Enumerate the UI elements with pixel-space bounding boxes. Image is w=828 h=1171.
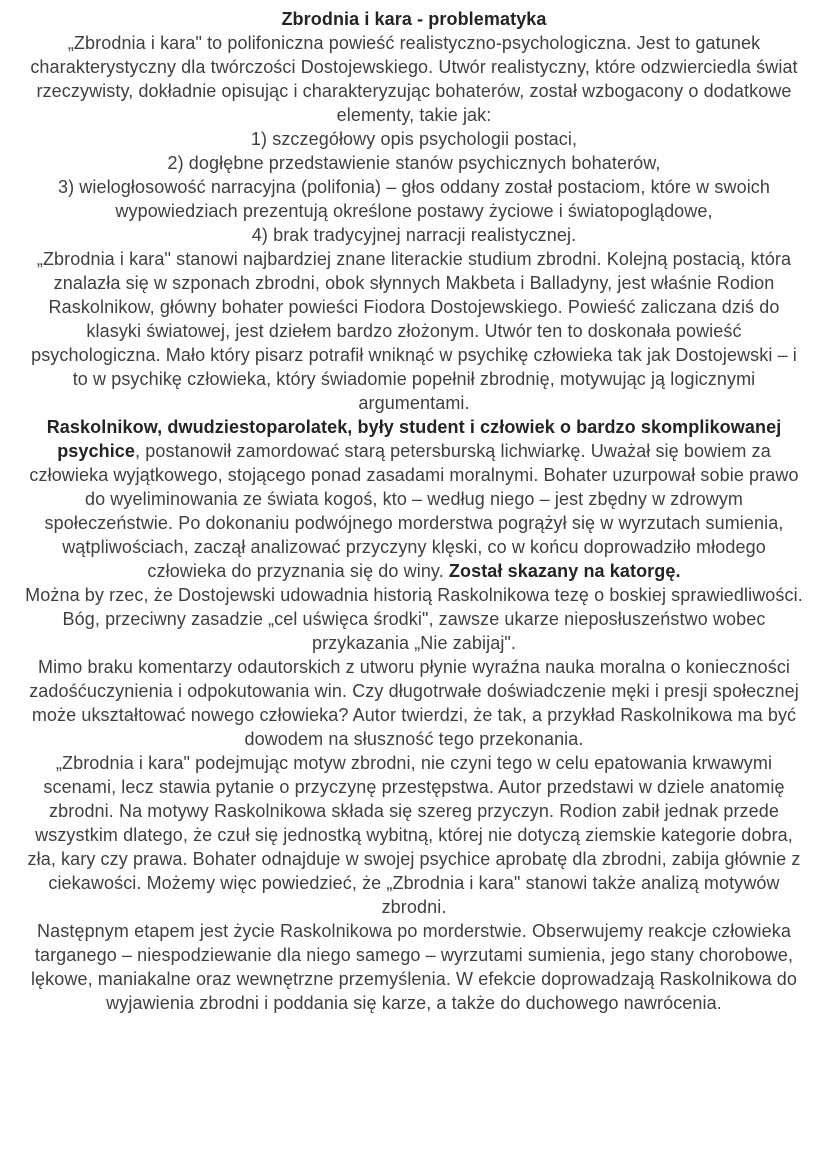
document-body	[22, 31, 806, 1015]
paragraph	[22, 655, 806, 751]
paragraph	[22, 127, 806, 151]
text-run: „Zbrodnia i kara" podejmując motyw zbrodni, nie czyni tego w celu epatowania krwawymi scenami, lecz stawia pytanie o przyczynę przestępstwa. Autor przedstawi w dziele anatomię zbrodni. Na motywy Raskolnikowa składa się szereg przyczyn. Rodion zabił jednak przede wszystkim dlatego, że czuł się jednostką wybitną, której nie dotyczą ziemskie kategorie dobra, zła, kary czy prawa. Bohater odnajduje w swojej psychice aprobatę dla zbrodni, zabija głównie z ciekawości. Możemy więc powiedzieć, że „Zbrodnia i kara" stanowi także analizą motywów zbrodni.	[27, 753, 801, 917]
paragraph	[22, 175, 806, 223]
text-run: 1) szczegółowy opis psychologii postaci,	[250, 129, 578, 149]
text-run: Można by rzec, że Dostojewski udowadnia historią Raskolnikowa tezę o boskiej sprawiedliwości. Bóg, przeciwny zasadzie „cel uświęca środki", zawsze ukarze nieposłuszeństwo wobec przykazania „Nie zabijaj".	[25, 585, 803, 653]
paragraph	[22, 151, 806, 175]
text-run: „Zbrodnia i kara" to polifoniczna powieść realistyczno-psychologiczna. Jest to gatunek charakterystyczny dla twórczości Dostojewskiego. Utwór realistyczny, które odzwierciedla świat rzeczywisty, dokładnie opisując i charakteryzując bohaterów, został wzbogacony o dodatkowe elementy, takie jak:	[30, 33, 798, 125]
text-run: 2) dogłębne przedstawienie stanów psychicznych bohaterów,	[167, 153, 661, 173]
text-run: 3) wielogłosowość narracyjna (polifonia) – głos oddany został postaciom, które w swoich wypowiedziach prezentują określone postawy życiowe i światopoglądowe,	[57, 177, 771, 221]
paragraph	[22, 223, 806, 247]
paragraph	[22, 31, 806, 127]
paragraph	[22, 583, 806, 655]
paragraph	[22, 415, 806, 583]
text-run: Mimo braku komentarzy odautorskich z utworu płynie wyraźna nauka moralna o konieczności zadośćuczynienia i odpokutowania win. Czy długotrwałe doświadczenie męki i presji społecznej może ukształtować nowego człowieka? Autor twierdzi, że tak, a przykład Raskolnikowa ma być dowodem na słuszność tego przekonania.	[29, 657, 799, 749]
paragraph	[22, 247, 806, 415]
paragraph	[22, 919, 806, 1015]
text-run: 4) brak tradycyjnej narracji realistycznej.	[251, 225, 577, 245]
page-title: Zbrodnia i kara - problematyka	[281, 9, 547, 29]
paragraph	[22, 751, 806, 919]
bold-text-run: Raskolnikow, dwudziestoparolatek, były student i człowiek o bardzo skomplikowanej psychice	[46, 417, 782, 461]
text-run: „Zbrodnia i kara" stanowi najbardziej znane literackie studium zbrodni. Kolejną postacią, która znalazła się w szponach zbrodni, obok słynnych Makbeta i Balladyny, jest właśnie Rodion Raskolnikow, główny bohater powieści Fiodora Dostojewskiego. Powieść zaliczana dziś do klasyki światowej, jest dziełem bardzo złożonym. Utwór ten to doskonała powieść psychologiczna. Mało który pisarz potrafił wniknąć w psychikę człowieka tak jak Dostojewski – i to w psychikę człowieka, który świadomie popełnił zbrodnię, motywując ją logicznymi argumentami.	[31, 249, 797, 413]
text-run: , postanowił zamordować starą petersburską lichwiarkę. Uważał się bowiem za człowieka wyjątkowego, stojącego ponad zasadami moralnymi. Bohater uzurpował sobie prawo do wyeliminowania ze świata kogoś, kto – według niego – jest zbędny w zdrowym społeczeństwie. Po dokonaniu podwójnego morderstwa pogrążył się w wyrzutach sumienia, wątpliwościach, zaczął analizować przyczyny klęski, co w końcu doprowadziło młodego człowieka do przyznania się do winy.	[29, 441, 799, 581]
text-run: Następnym etapem jest życie Raskolnikowa po morderstwie. Obserwujemy reakcje człowieka targanego – niespodziewanie dla niego samego – wyrzutami sumienia, jego stany chorobowe, lękowe, maniakalne oraz wewnętrzne przemyślenia. W efekcie doprowadzają Raskolnikowa do wyjawienia zbrodni i poddania się karze, a także do duchowego nawrócenia.	[30, 921, 798, 1013]
document-page	[22, 0, 806, 1015]
bold-text-run: Został skazany na katorgę.	[448, 561, 681, 581]
